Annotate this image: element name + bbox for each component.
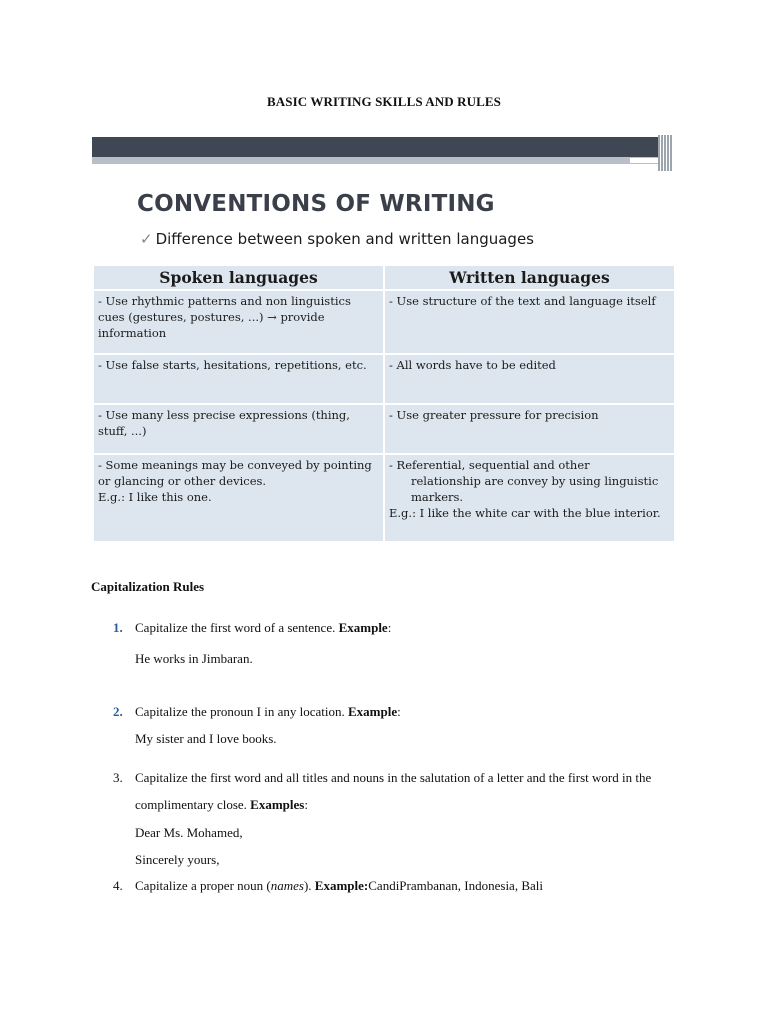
cell-line-indented: relationship are convey by using linguistic markers. (411, 474, 659, 504)
table-cell-spoken: - Use rhythmic patterns and non linguistics cues (gestures, postures, ...) → provide information (93, 290, 384, 354)
example-tail: CandiPrambanan, Indonesia, Bali (368, 878, 543, 893)
rule-text (135, 614, 695, 641)
table-cell-spoken (93, 454, 384, 542)
example-line: He works in Jimbaran. (135, 651, 253, 666)
slide-header-underline (92, 157, 658, 164)
slide-subheading (140, 230, 534, 248)
table-row (93, 354, 675, 404)
cell-line: - Some meanings may be conveyed by pointing or glancing or other devices. (98, 458, 372, 488)
checkmark-icon: ✓ (140, 230, 153, 248)
rule-italic: names (270, 878, 304, 893)
table-cell-spoken: - Use many less precise expressions (thing, stuff, ...) (93, 404, 384, 454)
rule-statement: Capitalize the pronoun I in any location. (135, 704, 348, 719)
rule-text (135, 698, 695, 725)
rule-statement-end: ). (303, 878, 315, 893)
table-row (93, 404, 675, 454)
cell-line: - Referential, sequential and other (389, 458, 590, 472)
example-suffix: : (397, 704, 401, 719)
rule-statement: Capitalize a proper noun ( (135, 878, 271, 893)
example-suffix: : (304, 797, 308, 812)
conventions-slide-image (92, 133, 676, 537)
rule-statement: Capitalize the first word of a sentence. (135, 620, 339, 635)
slide-header-band (92, 137, 658, 157)
table-cell-written: - Use structure of the text and language itself (384, 290, 675, 354)
slide-subheading-text: Difference between spoken and written languages (155, 230, 534, 248)
example-label: Example (348, 704, 398, 719)
rule-text (135, 764, 695, 818)
list-number: 2. (113, 704, 123, 719)
spoken-vs-written-table (92, 264, 676, 543)
cell-line: E.g.: I like this one. (98, 490, 212, 504)
column-header-written: Written languages (384, 265, 675, 290)
rule-statement: Capitalize the first word and all titles and nouns in the salutation of a letter and the first word in the complimentary close. (135, 770, 652, 812)
slide-header-accent (630, 158, 658, 163)
cell-line: E.g.: I like the white car with the blue interior. (389, 506, 661, 520)
list-number: 3. (113, 770, 123, 785)
table-row (93, 290, 675, 354)
column-header-spoken: Spoken languages (93, 265, 384, 290)
list-number: 1. (113, 620, 123, 635)
example-label: Example: (314, 878, 369, 893)
rule-text (135, 872, 695, 899)
slide-heading: CONVENTIONS OF WRITING (137, 191, 495, 217)
table-cell-written: - Use greater pressure for precision (384, 404, 675, 454)
example-line: Dear Ms. Mohamed, (135, 825, 243, 840)
example-suffix: : (387, 620, 392, 635)
table-cell-spoken: - Use false starts, hesitations, repetitions, etc. (93, 354, 384, 404)
example-line: My sister and I love books. (135, 731, 277, 746)
example-label: Examples (250, 797, 305, 812)
table-cell-written (384, 454, 675, 542)
table-cell-written: - All words have to be edited (384, 354, 675, 404)
document-title: BASIC WRITING SKILLS AND RULES (267, 94, 501, 109)
list-number: 4. (113, 878, 123, 893)
slide-header-stripes (658, 135, 676, 171)
example-label: Example (338, 620, 388, 635)
capitalization-heading: Capitalization Rules (91, 579, 205, 594)
table-row (93, 454, 675, 542)
example-line: Sincerely yours, (135, 852, 220, 867)
